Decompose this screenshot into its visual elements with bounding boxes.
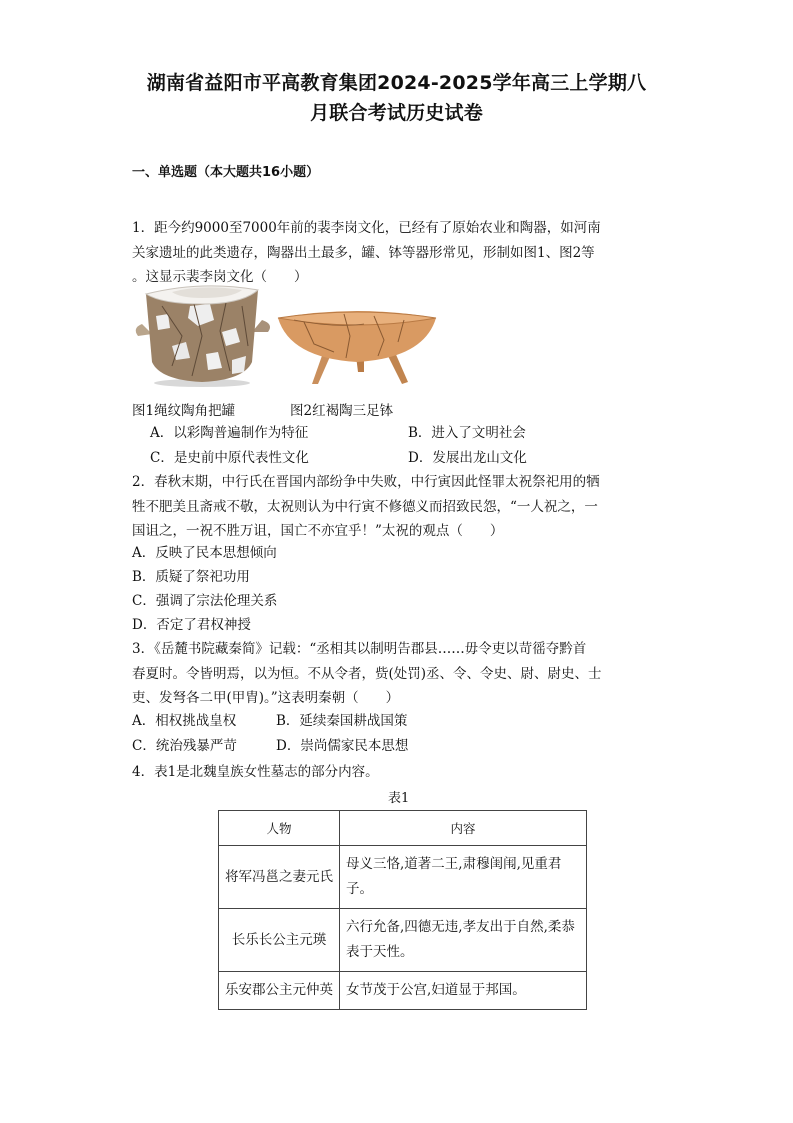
q2-option-d[interactable]: D．否定了君权神授 xyxy=(132,617,251,633)
q1-option-a[interactable]: A．以彩陶普遍制作为特征 xyxy=(150,425,309,441)
q1-line-3: 。这显示裴李岗文化（ ） xyxy=(132,269,308,285)
table-row xyxy=(219,909,587,972)
q2-option-b[interactable]: B．质疑了祭祀功用 xyxy=(132,569,250,585)
q3-line-2: 春夏时。令皆明焉，以为恒。不从令者，赀(处罚)丞、令、令史、尉、尉史、士 xyxy=(132,665,602,682)
question-2-stem xyxy=(132,470,672,544)
q1-option-c[interactable]: C．是史前中原代表性文化 xyxy=(150,450,309,466)
title-line-2: 月联合考试历史试卷 xyxy=(310,102,483,124)
figure-1-jar-image xyxy=(132,276,272,388)
q1-line-1: 1．距今约9000至7000年前的裴李岗文化，已经有了原始农业和陶器，如河南 xyxy=(132,220,601,236)
table-cell-person: 乐安郡公主元仲英 xyxy=(219,972,340,1010)
section-heading: 一、单选题（本大题共16小题） xyxy=(132,165,320,180)
q1-option-b[interactable]: B．进入了文明社会 xyxy=(408,425,526,441)
table-cell-content: 女节茂于公宫,妇道显于邦国。 xyxy=(340,972,587,1010)
q3-option-b[interactable]: B．延续秦国耕战国策 xyxy=(276,713,408,729)
figure-2-tripod-bowl-image xyxy=(274,306,440,386)
q2-option-c[interactable]: C．强调了宗法伦理关系 xyxy=(132,593,278,609)
table-cell-person: 长乐长公主元瑛 xyxy=(219,909,340,972)
q3-option-a[interactable]: A．相权挑战皇权 xyxy=(132,713,237,729)
table-header-person: 人物 xyxy=(219,811,340,846)
question-3-stem xyxy=(132,637,672,711)
q2-option-a[interactable]: A．反映了民本思想倾向 xyxy=(132,545,277,561)
table-caption: 表1 xyxy=(388,791,410,806)
title-line-1: 湖南省益阳市平高教育集团2024-2025学年高三上学期八 xyxy=(146,72,647,94)
figure-2-caption: 图2红褐陶三足钵 xyxy=(290,403,394,419)
figure-1-caption: 图1绳纹陶角把罐 xyxy=(132,403,236,419)
q3-line-3: 吏、发弩各二甲(甲胄)。”这表明秦朝（ ） xyxy=(132,690,400,706)
q1-option-d[interactable]: D．发展出龙山文化 xyxy=(408,450,527,466)
table-cell-content: 母义三恪,道著二王,肃穆闺闱,见重君子。 xyxy=(340,846,587,909)
table-row xyxy=(219,972,587,1010)
question-4-stem: 4．表1是北魏皇族女性墓志的部分内容。 xyxy=(132,764,379,780)
q1-line-2: 关家遗址的此类遗存，陶器出土最多，罐、钵等器形常见，形制如图1、图2等 xyxy=(132,244,595,261)
q3-option-c[interactable]: C．统治残暴严苛 xyxy=(132,738,237,754)
table-cell-person: 将军冯邕之妻元氏 xyxy=(219,846,340,909)
q2-line-3: 国诅之，一祝不胜万诅，国亡不亦宜乎！”太祝的观点（ ） xyxy=(132,523,504,539)
q2-line-2: 牲不肥美且斋戒不敬，太祝则认为中行寅不修德义而招致民怨，“一人祝之，一 xyxy=(132,498,598,515)
q2-line-1: 2．春秋末期，中行氏在晋国内部纷争中失败，中行寅因此怪罪太祝祭祀用的牺 xyxy=(132,474,600,490)
table-header-content: 内容 xyxy=(340,811,587,846)
q3-line-1: 3．《岳麓书院藏秦简》记载：“丞相其以制明告郡县……毋令吏以苛徭夺黔首 xyxy=(132,641,587,657)
document-title xyxy=(60,68,733,128)
table-row xyxy=(219,846,587,909)
tomb-inscription-table xyxy=(218,810,587,1010)
table-cell-content: 六行允备,四德无违,孝友出于自然,柔恭表于天性。 xyxy=(340,909,587,972)
q3-option-d[interactable]: D．崇尚儒家民本思想 xyxy=(276,738,409,754)
table-header-row xyxy=(219,811,587,846)
